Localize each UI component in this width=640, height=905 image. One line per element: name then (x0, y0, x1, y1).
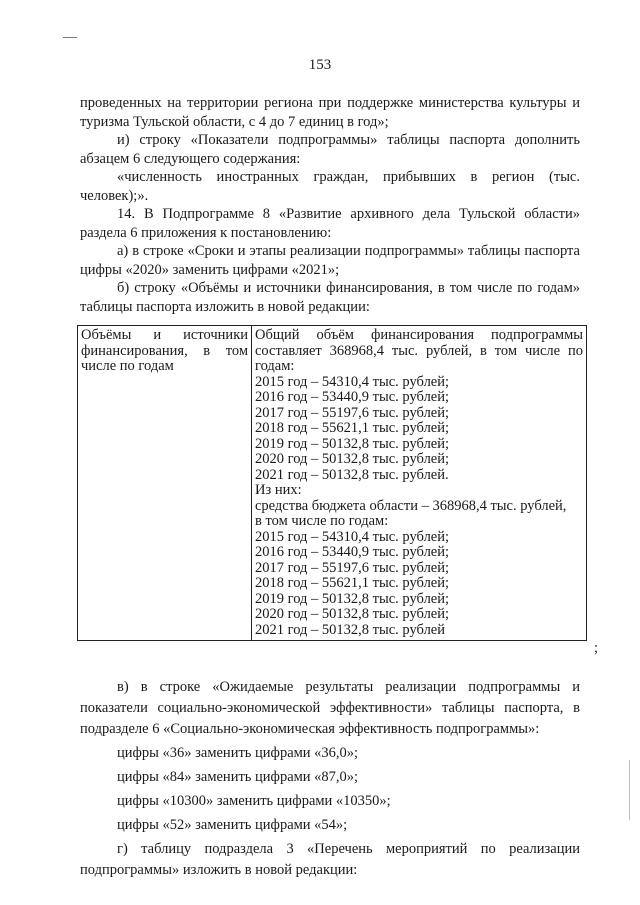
bottom-text-block (80, 677, 580, 881)
paragraph-item-i: и) строку «Показатели подпрограммы» таблицы паспорта дополнить абзацем 6 следующего содержания: (80, 132, 580, 167)
replacement-line: цифры «10300» заменить цифрами «10350»; (117, 793, 391, 809)
paragraph-item-a: а) в строке «Сроки и этапы реализации подпрограммы» таблицы паспорта цифры «2020» заменить цифрами «2021»; (80, 243, 580, 278)
budget-year-line: 2016 год – 53440,9 тыс. рублей; (255, 544, 450, 560)
paragraph-item-g: г) таблицу подраздела 3 «Перечень мероприятий по реализации подпрограммы» изложить в новой редакции: (80, 841, 580, 878)
table-row (78, 326, 587, 641)
scan-mark-top-left (63, 37, 77, 38)
budget-year-line: 2019 год – 50132,8 тыс. рублей; (255, 590, 450, 607)
replacement-line: цифры «52» заменить цифрами «54»; (117, 817, 348, 833)
paragraph-section-14: 14. В Подпрограмме 8 «Развитие архивного дела Тульской области» раздела 6 приложения к постановлению: (80, 206, 580, 241)
regional-budget-line: средства бюджета области – 368968,4 тыс. рублей, (255, 497, 567, 514)
financing-year-line: 2018 год – 55621,1 тыс. рублей; (255, 420, 450, 436)
financing-total-line: Общий объём финансирования подпрограммы составляет 368968,4 тыс. рублей, в том числе по годам: (255, 327, 583, 374)
paragraph-item-b: б) строку «Объёмы и источники финансирования, в том числе по годам» таблицы паспорта изложить в новой редакции: (80, 280, 580, 315)
by-years-line: в том числе по годам: (255, 513, 389, 529)
passport-table (77, 325, 587, 641)
financing-year-line: 2016 год – 53440,9 тыс. рублей; (255, 389, 450, 405)
table-content-cell (252, 326, 587, 641)
of-which-line: Из них: (255, 482, 302, 498)
budget-year-line: 2021 год – 50132,8 тыс. рублей (255, 621, 446, 638)
financing-year-line: 2021 год – 50132,8 тыс. рублей. (255, 466, 449, 483)
financing-year-line: 2019 год – 50132,8 тыс. рублей; (255, 435, 450, 452)
budget-year-line: 2015 год – 54310,4 тыс. рублей; (255, 528, 450, 545)
after-table-semicolon: ; (594, 640, 599, 656)
financing-year-line: 2015 год – 54310,4 тыс. рублей; (255, 373, 450, 390)
replacement-line: цифры «36» заменить цифрами «36,0»; (117, 745, 359, 761)
top-text-block (80, 94, 580, 316)
financing-year-line: 2017 год – 55197,6 тыс. рублей; (255, 404, 450, 421)
replacement-line: цифры «84» заменить цифрами «87,0»; (117, 769, 359, 785)
budget-year-line: 2020 год – 50132,8 тыс. рублей; (255, 606, 450, 622)
financing-year-line: 2020 год – 50132,8 тыс. рублей; (255, 451, 450, 467)
paragraph-item-v: в) в строке «Ожидаемые результаты реализации подпрограммы и показатели социально-экономической эффективности» таблицы паспорта, в подразделе 6 «Социально-экономическая эффективность подпрограммы»: (80, 679, 580, 737)
table-label-cell: Объёмы и источники финансирования, в том числе по годам (78, 326, 252, 641)
scan-mark-right-edge (629, 760, 630, 820)
budget-year-line: 2018 год – 55621,1 тыс. рублей; (255, 575, 450, 591)
budget-year-line: 2017 год – 55197,6 тыс. рублей; (255, 559, 450, 576)
page-number: 153 (308, 57, 332, 73)
paragraph-continuation: проведенных на территории региона при поддержке министерства культуры и туризма Тульской области, с 4 до 7 единиц в год»; (80, 95, 580, 130)
paragraph-quote-foreign-citizens: «численность иностранных граждан, прибывших в регион (тыс. человек);». (80, 169, 580, 204)
